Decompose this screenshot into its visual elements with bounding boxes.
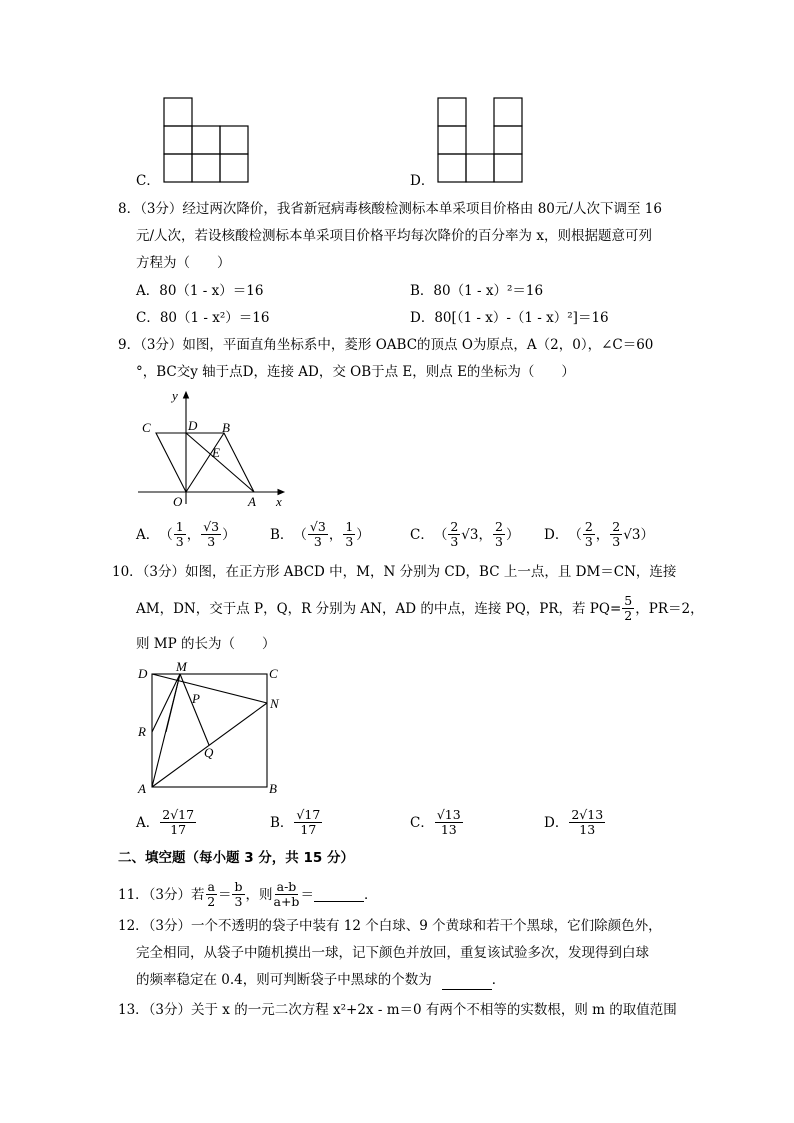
q9-label-c: C bbox=[142, 420, 151, 435]
q9-c-d2: 3 bbox=[495, 534, 503, 549]
q9-a-label: A． bbox=[136, 526, 160, 543]
q11-eq: ＝ bbox=[217, 886, 232, 903]
q10-b-num: √17 bbox=[296, 807, 321, 822]
q12-stem-line1: 12．（3分）一个不透明的袋子中装有 12 个白球、9 个黄球和若干个黑球，它们除颜色外， bbox=[118, 918, 662, 934]
q10-label-b: B bbox=[269, 781, 277, 796]
q9-c-label: C． bbox=[410, 526, 434, 543]
q9-d-n2: 2 bbox=[612, 519, 621, 534]
q9-label-e: E bbox=[212, 445, 220, 460]
q8-option-d: D．80[（1 - x）-（1 - x）²]＝16 bbox=[410, 310, 609, 326]
q12-stem-line3 bbox=[136, 970, 505, 990]
q10-line2b: ，PR＝2， bbox=[635, 600, 704, 617]
q9-stem-line1: 9．（3分）如图，平面直角坐标系中，菱形 OABC的顶点 O为原点，A（2，0），∠C＝60 bbox=[118, 337, 654, 353]
q9-b-n2: 1 bbox=[345, 519, 354, 534]
q10-stem-line1: 10．（3分）如图，在正方形 ABCD 中，M，N 分别为 CD，BC 上一点，且 DM＝CN，连接 bbox=[112, 564, 677, 580]
q9-d-root: √3 bbox=[623, 526, 641, 543]
q11-f2-den: 3 bbox=[234, 894, 243, 909]
q9-d-label: D． bbox=[544, 526, 569, 543]
q10-option-a bbox=[136, 808, 197, 837]
q9-option-a: A． （ $\frac{1}{3}$ ， $\frac{√3}{3}$ ） bbox=[136, 519, 236, 549]
q7-option-c-label: C． bbox=[136, 173, 160, 189]
q9-option-b: B． （ $\frac{√3}{3}$ ， $\frac{1}{3}$ ） bbox=[270, 519, 370, 549]
q7-figure-c bbox=[160, 96, 252, 186]
q7-option-d-label: D． bbox=[410, 173, 435, 189]
q10-c-label: C． bbox=[410, 814, 434, 831]
q11-f2-num: b bbox=[234, 879, 243, 894]
q9-a-n2: √3 bbox=[203, 519, 220, 534]
q9-d-d1: 3 bbox=[584, 534, 593, 549]
q11-suffix: ． bbox=[363, 886, 378, 903]
q10-pq-den: 2 bbox=[624, 608, 633, 623]
q10-option-d bbox=[544, 808, 606, 837]
q10-a-den: 17 bbox=[170, 822, 187, 837]
q8-option-b: B．80（1 - x）²＝16 bbox=[410, 283, 544, 299]
q9-c-d1: 3 bbox=[450, 534, 459, 549]
q10-option-b bbox=[270, 808, 323, 837]
q10-label-m: M bbox=[176, 659, 187, 674]
q10-label-d: D bbox=[138, 666, 148, 681]
q9-d-n1: 2 bbox=[584, 519, 593, 534]
q9-rhombus-figure bbox=[136, 384, 296, 510]
q10-label-n: N bbox=[270, 696, 279, 711]
q11-f1-num: a bbox=[207, 879, 215, 894]
q9-c-n2: 2 bbox=[495, 519, 503, 534]
q9-b-n1: √3 bbox=[309, 519, 326, 534]
q9-a-d2: 3 bbox=[207, 534, 216, 549]
q8-option-a: A．80（1 - x）＝16 bbox=[136, 283, 264, 299]
q8-stem-line2: 元/人次，若设核酸检测标本单采项目价格平均每次降价的百分率为 x，则根据题意可列 bbox=[136, 228, 652, 244]
q9-label-y: y bbox=[172, 388, 178, 403]
q11-f3-num: a-b bbox=[276, 879, 297, 894]
q11-answer-blank[interactable] bbox=[314, 887, 364, 902]
q8-stem-line3: 方程为（ ） bbox=[136, 255, 231, 271]
q7-figure-d bbox=[434, 96, 526, 186]
q11-stem bbox=[118, 880, 377, 909]
q13-stem-line1: 13．（3分）关于 x 的一元二次方程 x²+2x - m＝0 有两个不相等的实数根，则 m 的取值范围 bbox=[118, 1002, 677, 1018]
q8-stem-line1: 8．（3分）经过两次降价，我省新冠病毒核酸检测标本单采项目价格由 80元/人次下调至 16 bbox=[118, 201, 662, 217]
q9-option-c: C． （ $\frac{2}{3}$ √3 ， $\frac{2}{3}$ ） bbox=[410, 519, 520, 549]
q9-b-d1: 3 bbox=[313, 534, 322, 549]
q11-prefix: 11．（3分）若 bbox=[118, 886, 205, 903]
q10-a-num: 2√17 bbox=[162, 807, 195, 822]
q10-line2a: AM，DN，交于点 P，Q，R 分别为 AN，AD 的中点，连接 PQ，PR，若 PQ= bbox=[136, 600, 622, 617]
q11-mid: ，则 bbox=[245, 886, 273, 903]
q9-b-d2: 3 bbox=[345, 534, 354, 549]
q10-a-label: A． bbox=[136, 814, 160, 831]
q10-square-figure bbox=[136, 656, 286, 796]
q9-d-d2: 3 bbox=[612, 534, 621, 549]
q9-label-o: O bbox=[173, 494, 183, 509]
section-fill-in-title: 二、填空题（每小题 3 分，共 15 分） bbox=[118, 850, 354, 866]
q9-stem-line2: °，BC交y 轴于点D，连接 AD，交 OB于点 E，则点 E的坐标为（ ） bbox=[136, 364, 575, 380]
q9-a-n1: 1 bbox=[175, 519, 184, 534]
q12-answer-blank[interactable] bbox=[442, 975, 492, 990]
q9-label-a: A bbox=[248, 494, 256, 509]
q10-stem-line2 bbox=[136, 594, 704, 623]
q10-c-num: √13 bbox=[436, 807, 461, 822]
q10-label-q: Q bbox=[204, 745, 214, 760]
q9-label-d: D bbox=[188, 418, 198, 433]
q9-a-d1: 3 bbox=[175, 534, 184, 549]
q9-label-b: B bbox=[222, 420, 230, 435]
q10-d-den: 13 bbox=[579, 822, 596, 837]
q11-f3-den: a+b bbox=[273, 894, 300, 909]
q10-label-r: R bbox=[138, 724, 146, 739]
q8-option-c: C．80（1 - x²）＝16 bbox=[136, 310, 270, 326]
q10-c-den: 13 bbox=[440, 822, 457, 837]
q10-label-p: P bbox=[192, 691, 200, 706]
q11-f1-den: 2 bbox=[207, 894, 216, 909]
q10-d-num: 2√13 bbox=[571, 807, 604, 822]
q10-stem-line3: 则 MP 的长为（ ） bbox=[136, 636, 276, 652]
q12-stem-line2: 完全相同，从袋子中随机摸出一球，记下颜色并放回，重复该试验多次，发现得到白球 bbox=[136, 945, 649, 961]
q12-line3-text: 的频率稳定在 0.4，则可判断袋子中黑球的个数为 bbox=[136, 972, 432, 988]
q10-b-label: B． bbox=[270, 814, 294, 831]
q10-b-den: 17 bbox=[300, 822, 317, 837]
q10-option-c bbox=[410, 808, 464, 837]
q9-c-n1: 2 bbox=[450, 519, 459, 534]
q9-b-label: B． bbox=[270, 526, 294, 543]
q9-label-x: x bbox=[276, 494, 282, 509]
q10-label-c: C bbox=[269, 666, 278, 681]
q12-line3-end: ． bbox=[491, 972, 506, 988]
q10-label-a: A bbox=[138, 781, 146, 796]
q9-c-root: √3 bbox=[461, 526, 479, 543]
q9-option-d: D． （ $\frac{2}{3}$ ， $\frac{2}{3}$ √3 ） bbox=[544, 519, 654, 549]
q10-d-label: D． bbox=[544, 814, 569, 831]
q10-pq-num: 5 bbox=[624, 593, 633, 608]
q11-eq2: ＝ bbox=[300, 886, 314, 903]
